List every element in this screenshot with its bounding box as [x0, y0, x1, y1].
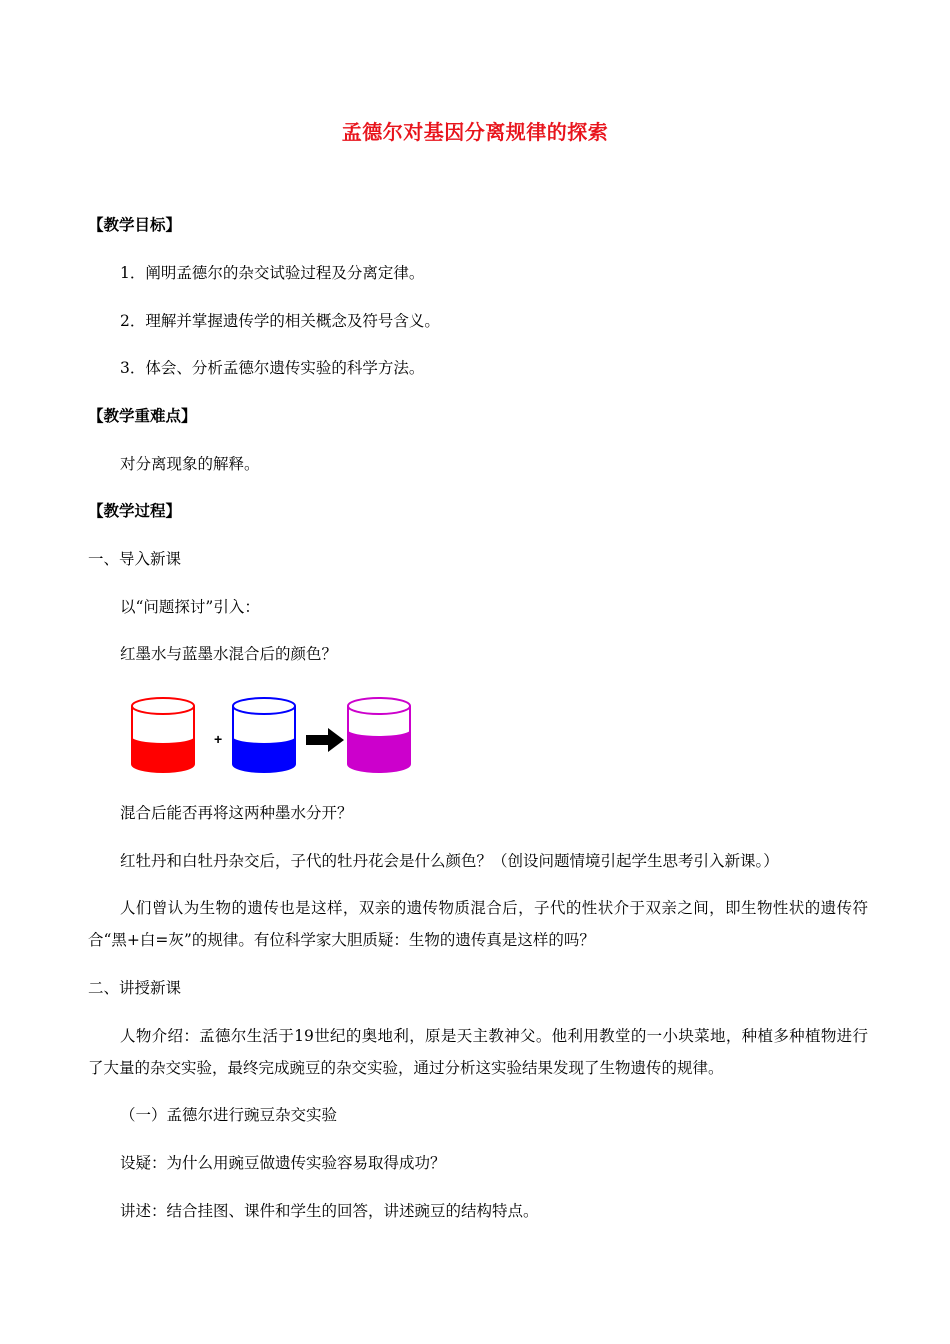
part1-heading: 一、导入新课	[88, 550, 182, 568]
question-pea: 设疑：为什么用豌豆做遗传实验容易取得成功？	[120, 1154, 446, 1172]
key-points-heading: 【教学重难点】	[88, 407, 197, 425]
document-title: 孟德尔对基因分离规律的探索	[341, 120, 609, 144]
plus-sign: +	[214, 731, 223, 747]
objectives-heading: 【教学目标】	[88, 216, 182, 234]
paragraph-mendel-intro: 人物介绍：孟德尔生活于19世纪的奥地利，原是天主教神父。他利用教堂的一小块菜地，种植多种植物进行了大量的杂交实验，最终完成豌豆的杂交实验，通过分析这实验结果发现了生物遗传的规律。	[88, 1027, 868, 1077]
key-points-text: 对分离现象的解释。	[120, 455, 260, 473]
objective-item: 3．体会、分析孟德尔遗传实验的科学方法。	[120, 359, 425, 377]
process-heading: 【教学过程】	[88, 502, 182, 520]
arrow-right-icon	[306, 728, 344, 752]
paragraph-blending: 人们曾认为生物的遗传也是这样，双亲的遗传物质混合后，子代的性状介于双亲之间，即生物性状的遗传符合“黑+白=灰”的规律。有位科学家大胆质疑：生物的遗传真是这样的吗？	[88, 899, 868, 949]
statement-pea-structure: 讲述：结合挂图、课件和学生的回答，讲述豌豆的结构特点。	[120, 1202, 539, 1220]
ink-mixing-figure	[126, 692, 426, 784]
purple-ink-beaker	[348, 698, 410, 772]
question-peony: 红牡丹和白牡丹杂交后，子代的牡丹花会是什么颜色？（创设问题情境引起学生思考引入新课。）	[120, 852, 779, 870]
objective-item: 1．阐明孟德尔的杂交试验过程及分离定律。	[120, 264, 425, 282]
intro-line: 以“问题探讨”引入：	[120, 598, 260, 616]
subsection-heading: （一）孟德尔进行豌豆杂交实验	[120, 1106, 338, 1124]
blue-ink-beaker	[233, 698, 295, 772]
part2-heading: 二、讲授新课	[88, 979, 182, 997]
question-separate: 混合后能否再将这两种墨水分开？	[120, 804, 353, 822]
objective-item: 2．理解并掌握遗传学的相关概念及符号含义。	[120, 312, 440, 330]
question-ink-mix: 红墨水与蓝墨水混合后的颜色？	[120, 645, 338, 663]
red-ink-beaker	[132, 698, 194, 772]
